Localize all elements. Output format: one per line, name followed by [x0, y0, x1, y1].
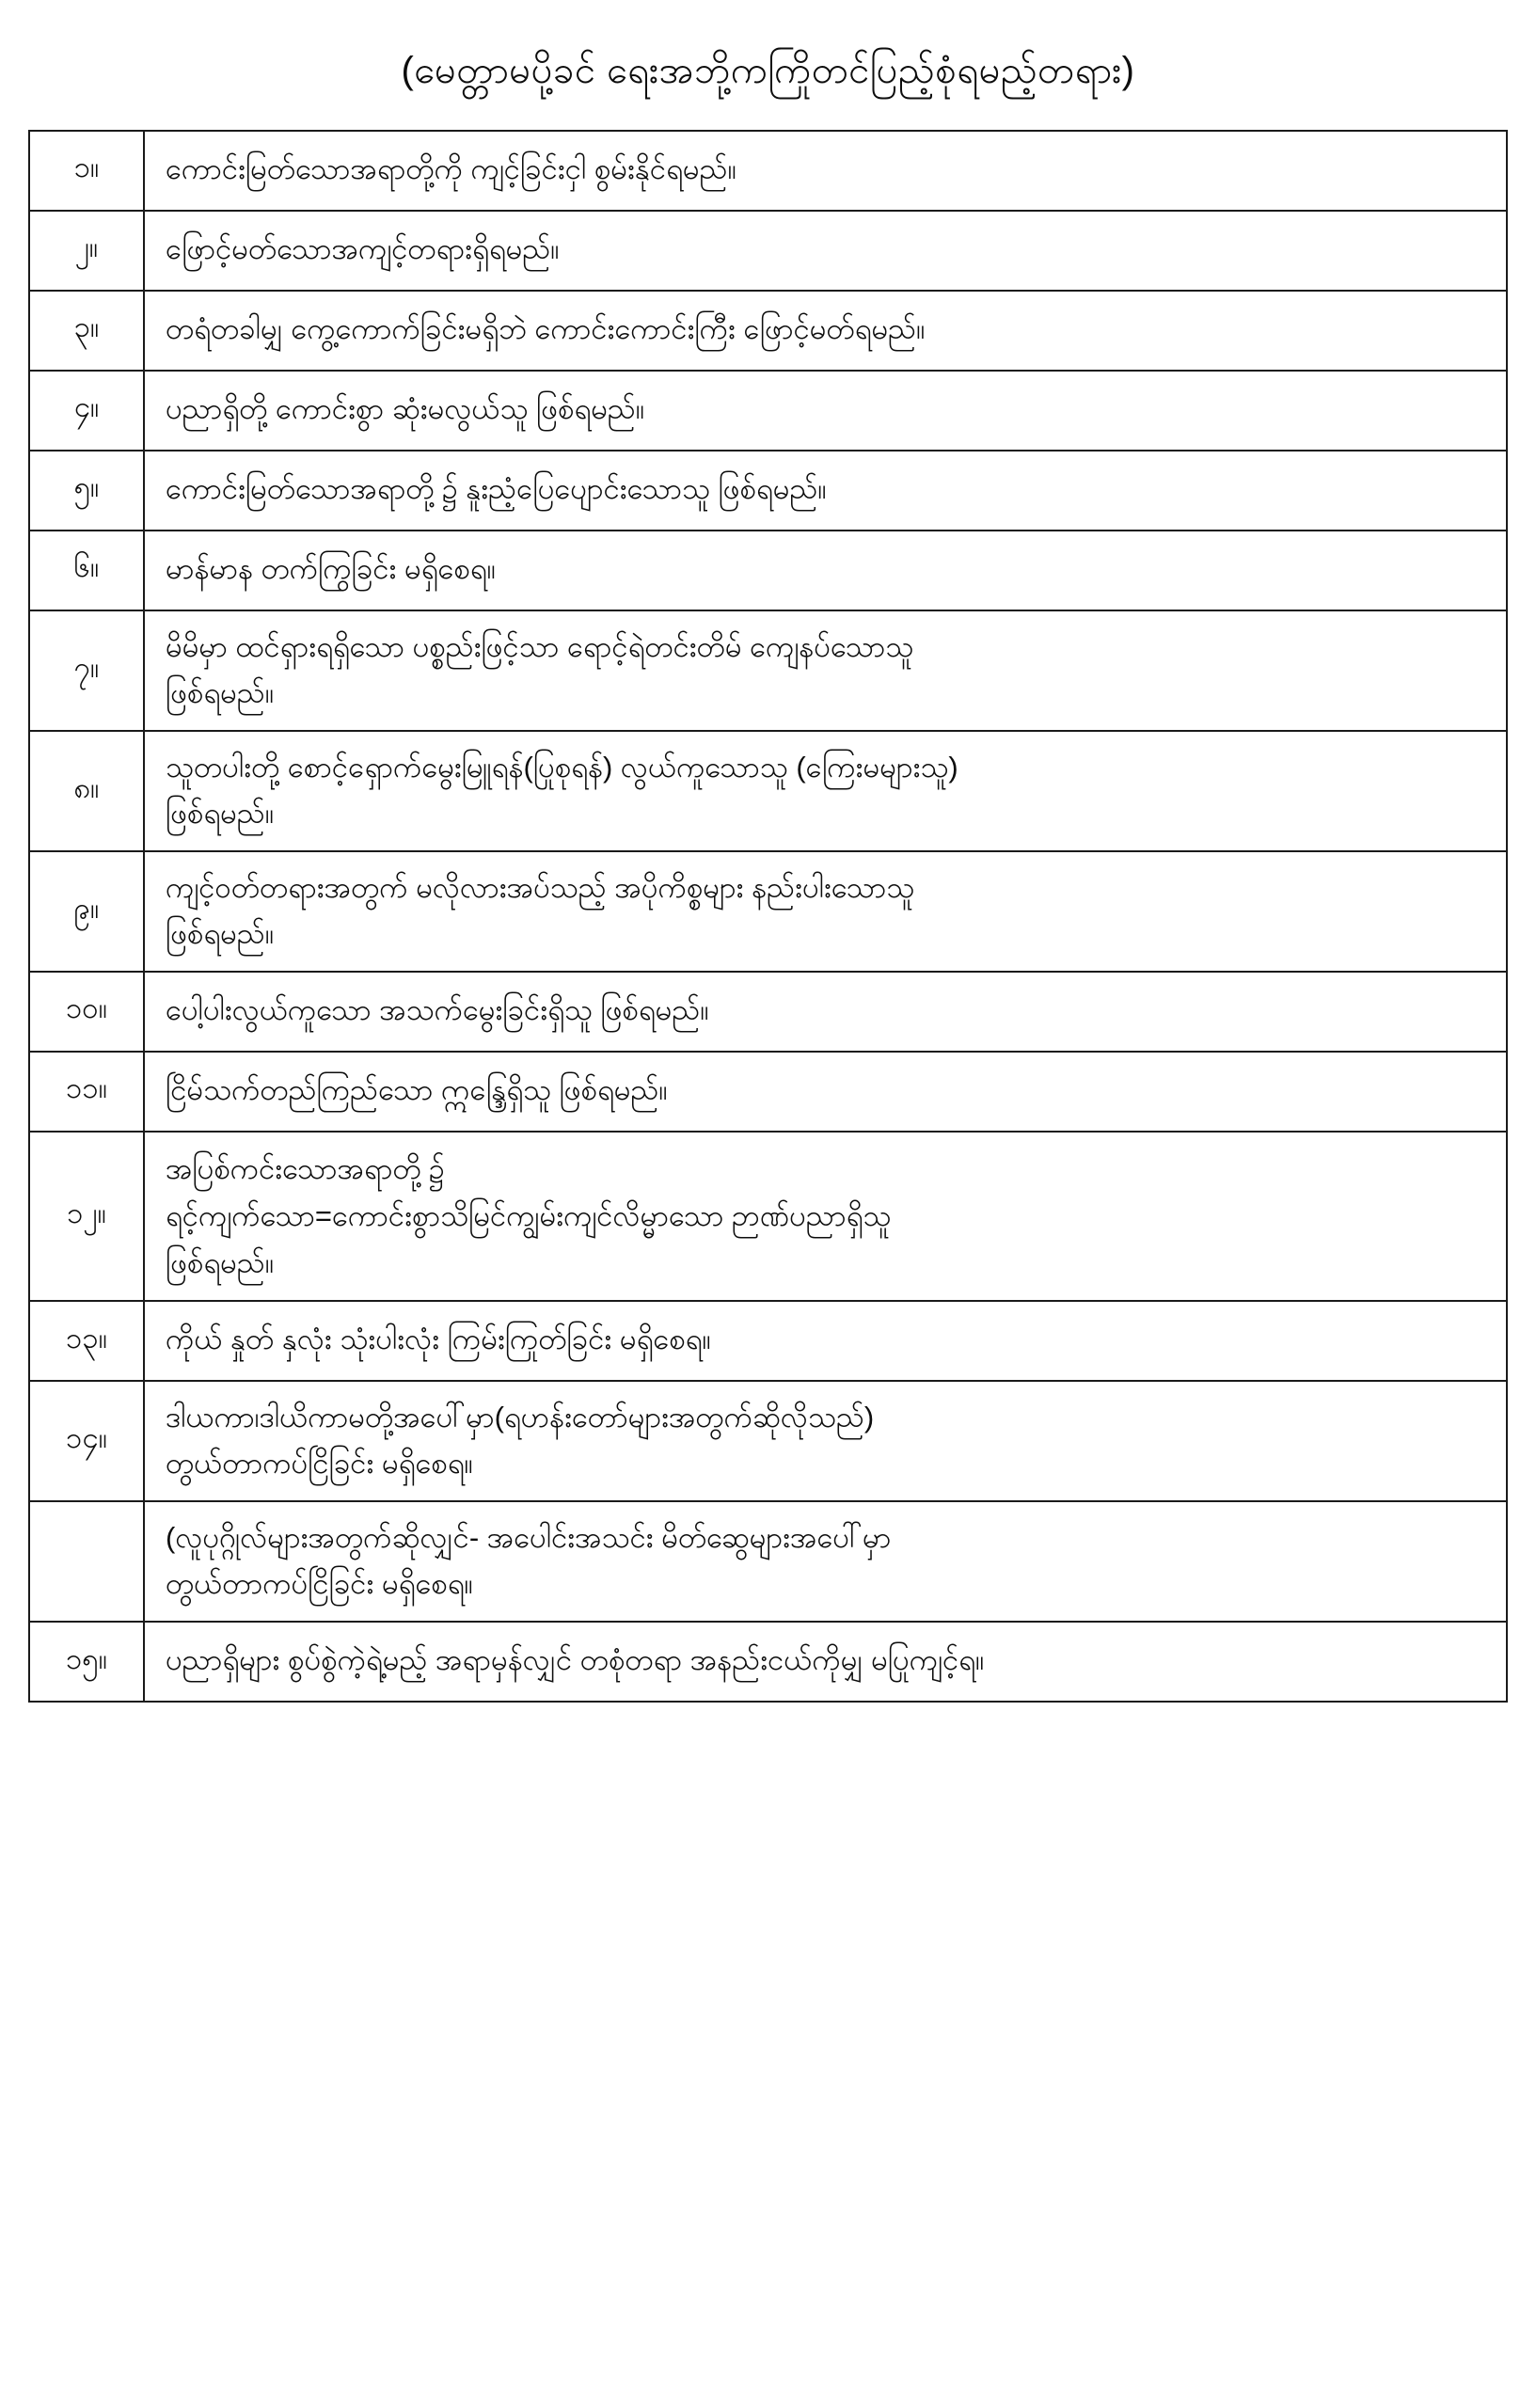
row-text [144, 1381, 1507, 1501]
row-text-line: ပညာရှိတို့ ကောင်းစွာ ဆုံးမလွယ်သူ ဖြစ်ရမည်။ [166, 391, 645, 425]
row-number: ၁။ [29, 131, 144, 211]
table-row [29, 1301, 1507, 1381]
row-text-line: ပညာရှိများ စွပ်စွဲကဲ့ရဲ့မည့် အရာမှန်လျှင် တစုံတရာ အနည်းငယ်ကိုမျှ မပြုကျင့်ရ။ [166, 1643, 985, 1677]
row-text-line: မိမိမှာ ထင်ရှားရရှိသော ပစ္စည်းဖြင့်သာ ရောင့်ရဲတင်းတိမ် ကျေနပ်သောသူ [166, 629, 914, 663]
row-number: ၂။ [29, 211, 144, 291]
row-text-line: တရံတခါမျှ ကွေ့ကောက်ခြင်းမရှိဘဲ ကောင်းကောင်းကြီး ဖြောင့်မတ်ရမည်။ [166, 311, 926, 345]
row-text-line: ဖြောင့်မတ်သောအကျင့်တရားရှိရမည်။ [166, 231, 560, 265]
row-text-line: ဖြစ်ရမည်။ [166, 1246, 275, 1279]
row-text [144, 1501, 1507, 1622]
table-row [29, 972, 1507, 1052]
rules-table [28, 130, 1508, 1703]
row-text [144, 211, 1507, 291]
row-text [144, 972, 1507, 1052]
table-row [29, 1622, 1507, 1702]
row-number: ၁၃။ [29, 1301, 144, 1381]
table-row [29, 1132, 1507, 1302]
row-number: ၁၀။ [29, 972, 144, 1052]
row-text [144, 131, 1507, 211]
table-row [29, 131, 1507, 211]
row-text-line: ဖြစ်ရမည်။ [166, 796, 275, 830]
row-text-line: ကောင်းမြတ်သောအရာတို့ကို ကျင့်ခြင်းငှါ စွမ်းနိုင်ရမည်။ [166, 152, 736, 185]
row-text-line: ကိုယ် နှုတ် နှလုံး သုံးပါးလုံး ကြမ်းကြုတ်ခြင်း မရှိစေရ။ [166, 1323, 711, 1356]
row-text-line: ဖြစ်ရမည်။ [166, 675, 275, 709]
table-row [29, 291, 1507, 371]
row-text [144, 1301, 1507, 1381]
row-text [144, 371, 1507, 451]
row-text-line: မာန်မာန တက်ကြွခြင်း မရှိစေရ။ [166, 551, 496, 585]
table-row [29, 1501, 1507, 1622]
row-text-line: ငြိမ်သက်တည်ကြည်သော ဣန္ဒြေရှိသူ ဖြစ်ရမည်။ [166, 1072, 668, 1106]
row-text-line: တွယ်တာကပ်ငြိခြင်း မရှိစေရ။ [166, 1567, 473, 1601]
row-text-line: ကျင့်ဝတ်တရားအတွက် မလိုလားအပ်သည့် အပိုကိစ္စများ နည်းပါးသောသူ [166, 870, 915, 904]
row-number: ၇။ [29, 610, 144, 731]
row-number: ၁၄။ [29, 1381, 144, 1501]
table-row [29, 1052, 1507, 1132]
table-row [29, 851, 1507, 972]
row-text-line: ရင့်ကျက်သော=ကောင်းစွာသိမြင်ကျွမ်းကျင်လိမ္မာသော ဉာဏ်ပညာရှိသူ [166, 1198, 892, 1232]
row-text-line: သူတပါးတို့ စောင့်ရှောက်မွေးမြူရန်(ပြုစုရန်) လွယ်ကူသောသူ (ကြေးမများသူ) [166, 750, 958, 784]
row-number: ၅။ [29, 451, 144, 531]
table-row [29, 211, 1507, 291]
table-row [29, 1381, 1507, 1501]
rules-table-body [29, 131, 1507, 1702]
row-text-line: ဒါယကာ၊ဒါယိကာမတို့အပေါ်မှာ(ရဟန်းတော်များအတွက်ဆိုလိုသည်) [166, 1401, 875, 1434]
row-number: ၆။ [29, 531, 144, 610]
row-number: ၃။ [29, 291, 144, 371]
row-text-line: ကောင်းမြတ်သောအရာတို့၌ နူးညံ့ပြေပျောင်းသောသူ ဖြစ်ရမည်။ [166, 471, 827, 505]
row-text [144, 1052, 1507, 1132]
row-text-line: (လူပုဂ္ဂိုလ်များအတွက်ဆိုလျှင်- အပေါင်းအသင်း မိတ်ဆွေများအပေါ်မှာ [166, 1521, 892, 1555]
row-number: ၉။ [29, 851, 144, 972]
row-text [144, 451, 1507, 531]
row-number: ၁၅။ [29, 1622, 144, 1702]
row-text [144, 851, 1507, 972]
row-number: ၈။ [29, 731, 144, 851]
table-row [29, 610, 1507, 731]
table-row [29, 451, 1507, 531]
page-title: (မေတ္တာမပို့ခင် ရေးအဘို့ကကြိုတင်ပြည့်စုံရမည့်တရား) [401, 50, 1135, 91]
row-text [144, 291, 1507, 371]
row-number: ၄။ [29, 371, 144, 451]
table-row [29, 731, 1507, 851]
row-text [144, 531, 1507, 610]
table-row [29, 531, 1507, 610]
row-text-line: အပြစ်ကင်းသောအရာတို့၌ [166, 1151, 445, 1185]
row-number: ၁၂။ [29, 1132, 144, 1302]
row-text-line: တွယ်တာကပ်ငြိခြင်း မရှိစေရ။ [166, 1447, 473, 1481]
row-text [144, 731, 1507, 851]
row-text-line: ပေါ့ပါးလွယ်ကူသော အသက်မွေးခြင်းရှိသူ ဖြစ်ရမည်။ [166, 992, 709, 1026]
row-text [144, 610, 1507, 731]
row-number [29, 1501, 144, 1622]
row-text [144, 1622, 1507, 1702]
table-row [29, 371, 1507, 451]
row-text-line: ဖြစ်ရမည်။ [166, 916, 275, 950]
row-number: ၁၁။ [29, 1052, 144, 1132]
row-text [144, 1132, 1507, 1302]
